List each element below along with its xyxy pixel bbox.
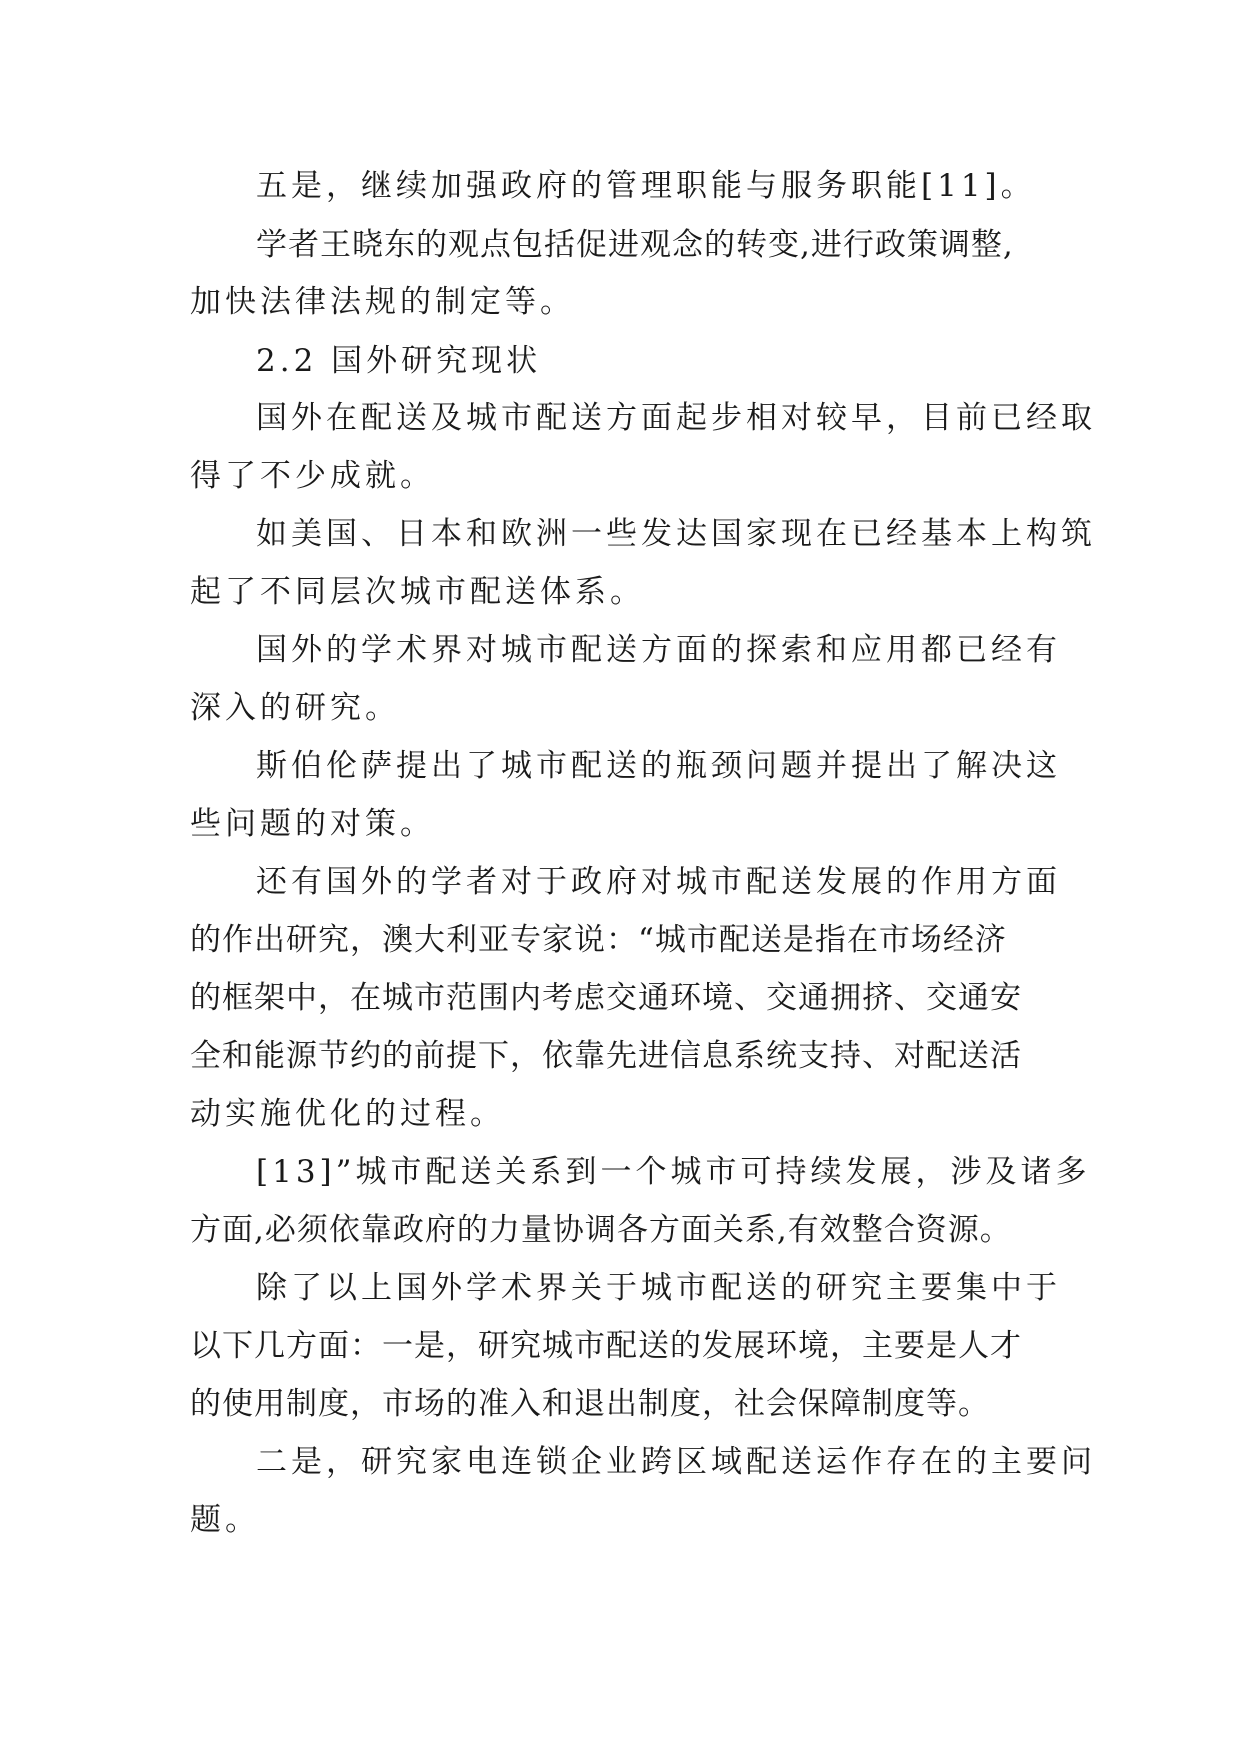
paragraph-line: 动实施优化的过程。 (190, 1096, 505, 1132)
paragraph-line: 起了不同层次城市配送体系。 (190, 574, 645, 610)
paragraph-line: 二是，研究家电连锁企业跨区域配送运作存在的主要问 (256, 1444, 1096, 1480)
paragraph-line: 加快法律法规的制定等。 (190, 284, 575, 320)
paragraph-line: 以下几方面：一是，研究城市配送的发展环境，主要是人才 (190, 1328, 1022, 1364)
paragraph-line: 还有国外的学者对于政府对城市配送发展的作用方面 (256, 864, 1061, 900)
paragraph-line: 五是，继续加强政府的管理职能与服务职能[11]。 (256, 168, 1036, 204)
paragraph-line: 如美国、日本和欧洲一些发达国家现在已经基本上构筑 (256, 516, 1096, 552)
paragraph-line: 方面,必须依靠政府的力量协调各方面关系,有效整合资源。 (190, 1212, 1012, 1248)
paragraph-line: 得了不少成就。 (190, 458, 435, 494)
paragraph-line: 学者王晓东的观点包括促进观念的转变,进行政策调整, (256, 227, 1014, 263)
paragraph-line: 斯伯伦萨提出了城市配送的瓶颈问题并提出了解决这 (256, 748, 1061, 784)
paragraph-line: 的使用制度，市场的准入和退出制度，社会保障制度等。 (190, 1386, 990, 1422)
paragraph-line: 些问题的对策。 (190, 806, 435, 842)
paragraph-line: 的作出研究，澳大利亚专家说：“城市配送是指在市场经济 (190, 922, 1007, 958)
paragraph-line: 深入的研究。 (190, 690, 400, 726)
paragraph-line: 全和能源节约的前提下，依靠先进信息系统支持、对配送活 (190, 1038, 1022, 1074)
paragraph-line: 题。 (190, 1502, 260, 1538)
paragraph-line: 国外在配送及城市配送方面起步相对较早，目前已经取 (256, 400, 1096, 436)
section-heading: 2.2 国外研究现状 (256, 343, 542, 379)
paragraph-line: 除了以上国外学术界关于城市配送的研究主要集中于 (256, 1270, 1061, 1306)
paragraph-line: [13]”城市配送关系到一个城市可持续发展，涉及诸多 (256, 1154, 1091, 1190)
paragraph-line: 的框架中，在城市范围内考虑交通环境、交通拥挤、交通安 (190, 980, 1022, 1016)
paragraph-line: 国外的学术界对城市配送方面的探索和应用都已经有 (256, 632, 1061, 668)
